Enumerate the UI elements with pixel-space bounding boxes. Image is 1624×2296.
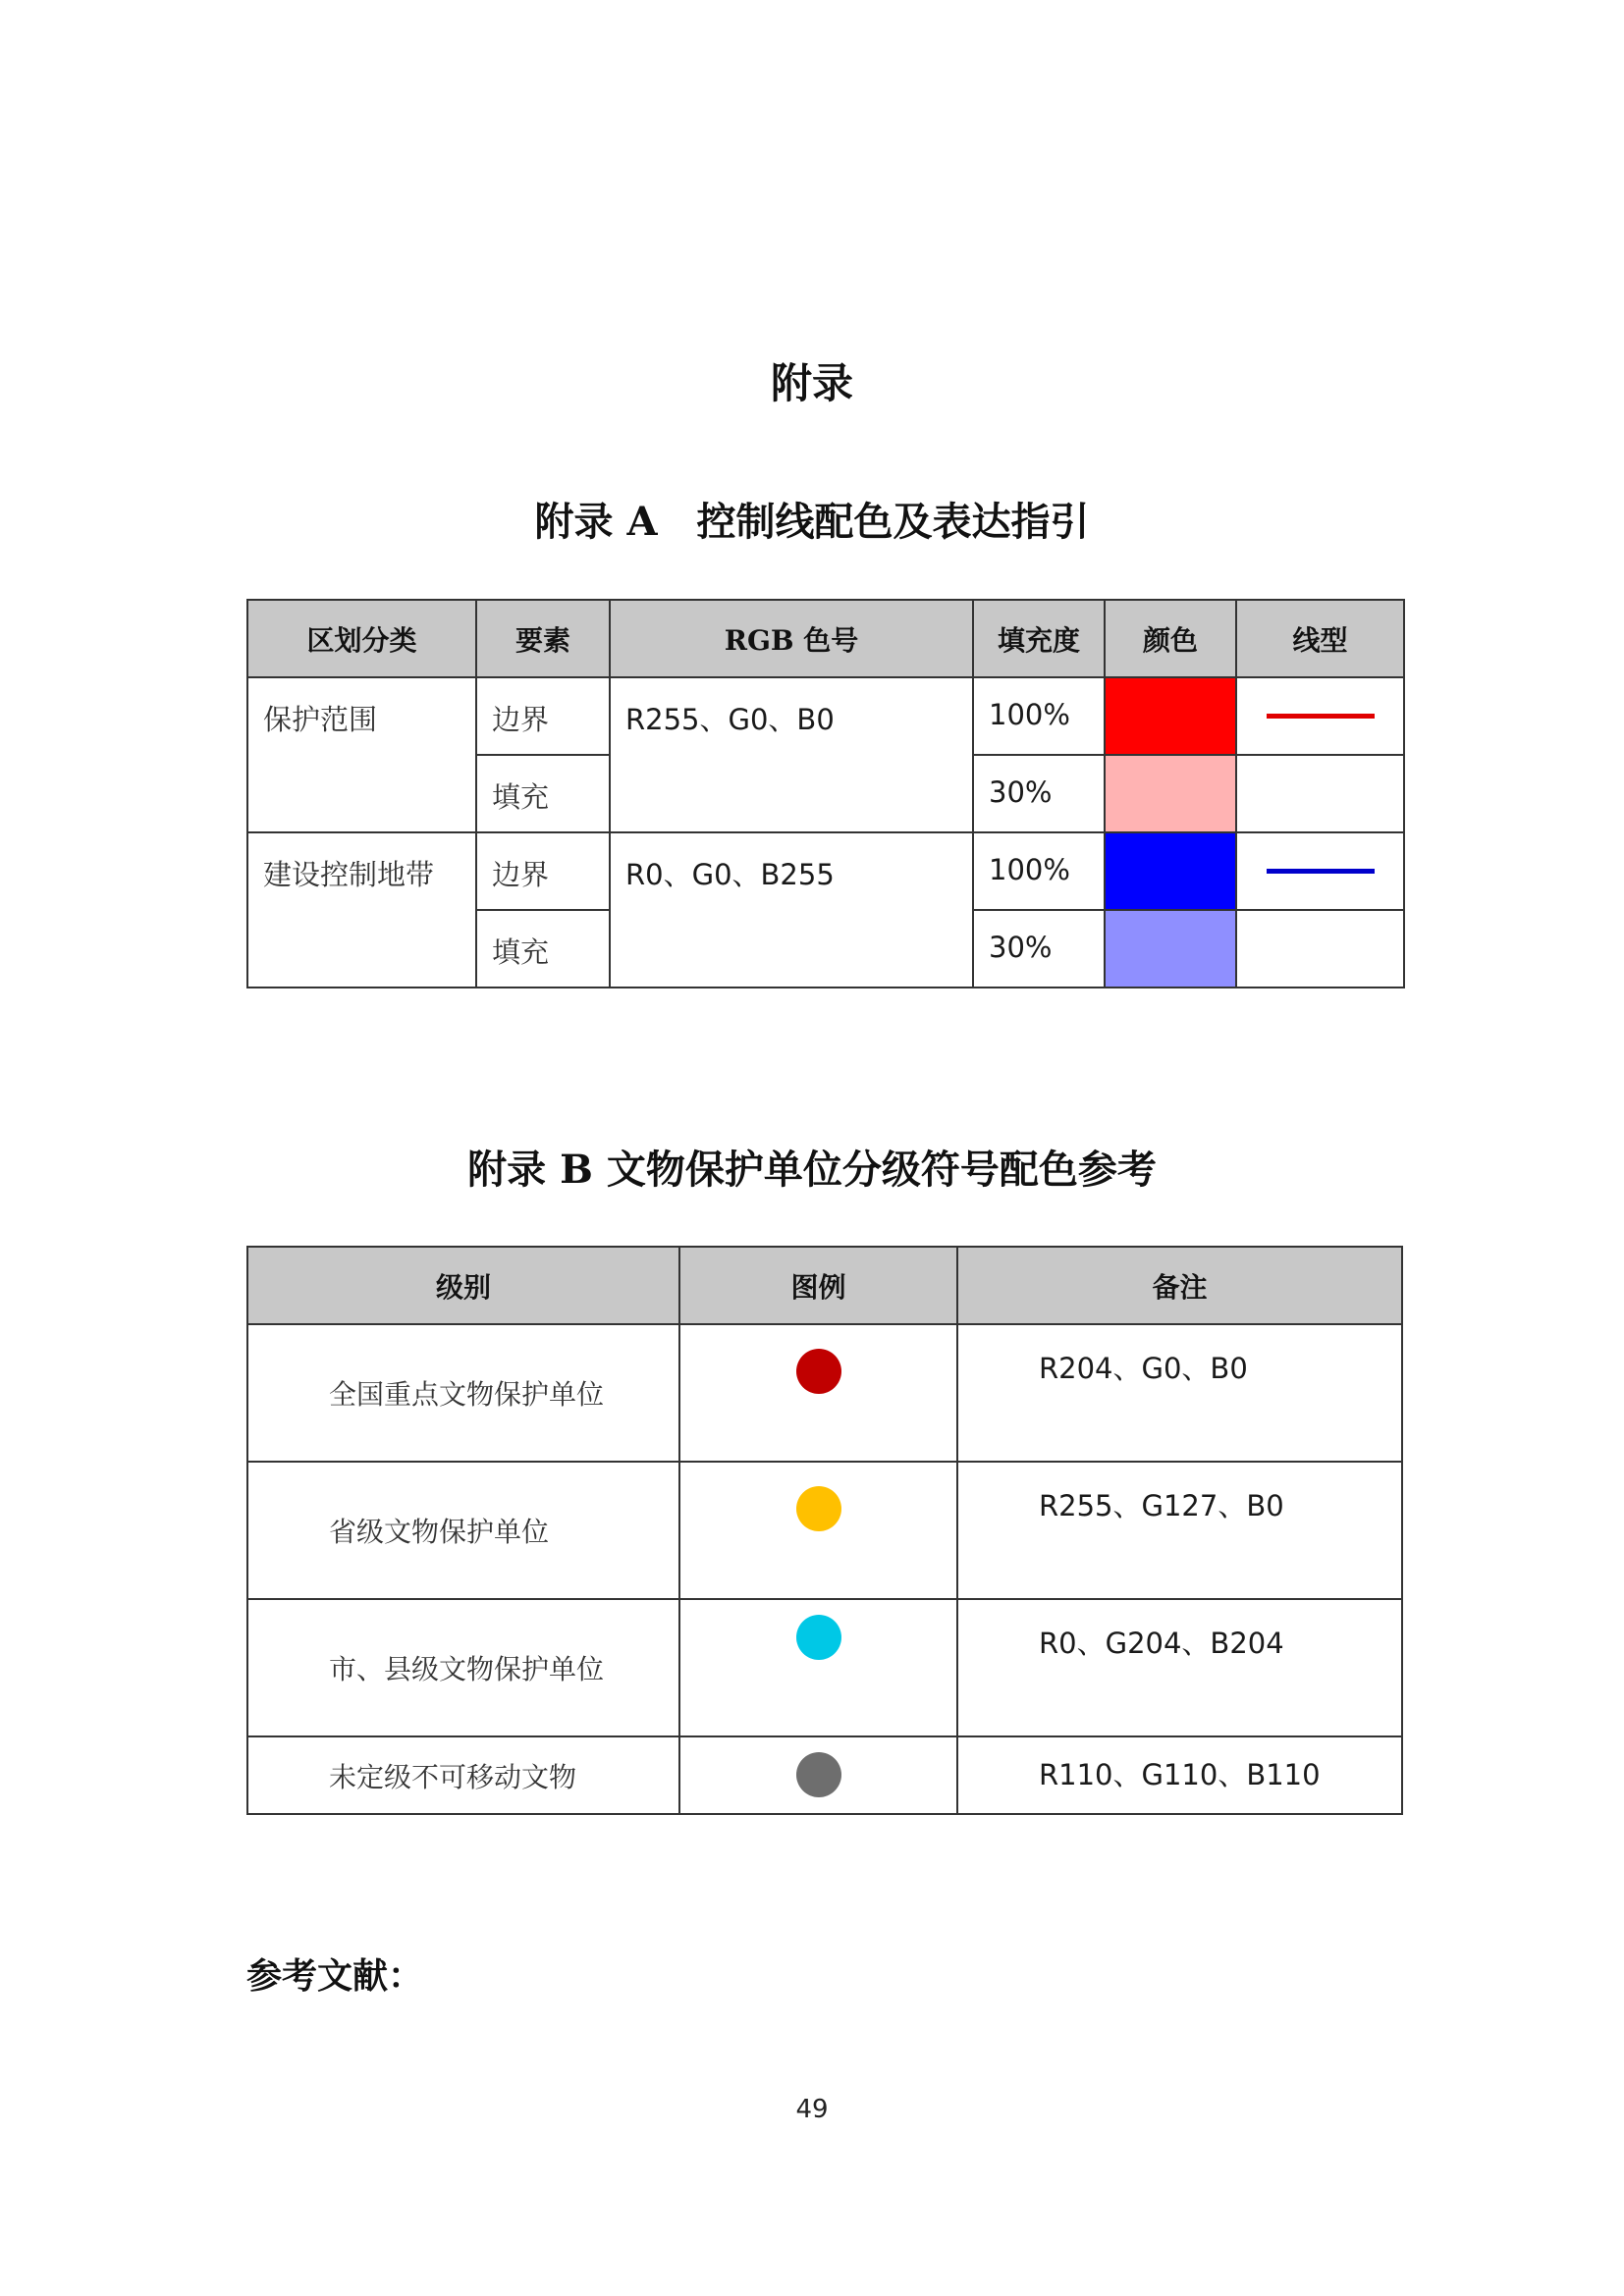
rgb-cell [610,677,973,832]
line-type-cell [1236,910,1404,988]
table-row [247,1324,1402,1462]
line-type-cell [1236,832,1404,910]
legend-cell [679,1324,957,1462]
header-element: 要素 [476,600,610,677]
legend-cell [679,1462,957,1599]
note-value: R204、G0、B0 [1039,1352,1248,1385]
fill-value: 100% [989,853,1070,886]
table-header-row [247,1247,1402,1324]
appendix-b-title: 附录 B 文物保护单位分级符号配色参考 [467,1147,1157,1193]
level-cell: 市、县级文物保护单位 [247,1599,679,1736]
legend-cell [679,1736,957,1814]
legend-dot-icon [796,1615,841,1660]
line-sample [1267,869,1375,874]
header-color: 颜色 [1105,600,1236,677]
fill-cell [973,755,1105,832]
line-type-cell [1236,755,1404,832]
note-cell [957,1599,1402,1736]
rgb-cell [610,832,973,988]
note-value: R255、G127、B0 [1039,1489,1284,1522]
header-category: 区划分类 [247,600,476,677]
category-label: 保护范围 [263,703,378,736]
level-cell: 省级文物保护单位 [247,1462,679,1599]
fill-cell [973,677,1105,755]
header-level: 级别 [247,1247,679,1324]
line-type-cell [1236,677,1404,755]
note-value: R0、G204、B204 [1039,1627,1284,1660]
element-label: 边界 [492,703,550,736]
header-note: 备注 [957,1247,1402,1324]
category-label: 建设控制地带 [263,858,435,891]
legend-dot-icon [796,1752,841,1797]
category-cell [247,677,476,832]
table-row [247,1736,1402,1814]
table-row [247,1599,1402,1736]
fill-value: 30% [989,931,1053,964]
note-cell [957,1324,1402,1462]
rgb-value: R255、G0、B0 [625,703,835,736]
line-sample [1267,714,1375,719]
color-cell [1105,832,1236,910]
element-label: 填充 [492,780,550,814]
table-header-row [247,600,1404,677]
legend-cell [679,1599,957,1736]
element-cell [476,832,610,910]
header-legend: 图例 [679,1247,957,1324]
level-cell: 未定级不可移动文物 [247,1736,679,1814]
fill-value: 100% [989,698,1070,731]
color-cell [1105,910,1236,988]
references-title: 参考文献： [246,1955,424,1997]
note-value: R110、G110、B110 [1039,1758,1321,1791]
element-cell [476,755,610,832]
fill-cell [973,910,1105,988]
rgb-value: R0、G0、B255 [625,858,835,891]
level-cell: 全国重点文物保护单位 [247,1324,679,1462]
appendix-b-table [246,1246,1403,1815]
page-number: 49 [795,2095,829,2124]
table-row [247,677,1404,755]
header-fill: 填充度 [973,600,1105,677]
color-swatch [1106,678,1235,754]
header-line-type: 线型 [1236,600,1404,677]
note-cell [957,1462,1402,1599]
color-swatch [1106,756,1235,831]
element-cell [476,910,610,988]
element-cell [476,677,610,755]
legend-dot-icon [796,1349,841,1394]
page-title: 附录 [770,359,853,407]
header-rgb: RGB 色号 [610,600,973,677]
fill-value: 30% [989,775,1053,809]
color-cell [1105,755,1236,832]
table-row [247,832,1404,910]
note-cell [957,1736,1402,1814]
category-cell [247,832,476,988]
color-cell [1105,677,1236,755]
color-swatch [1106,833,1235,909]
element-label: 边界 [492,858,550,891]
fill-cell [973,832,1105,910]
color-swatch [1106,911,1235,987]
appendix-a-table [246,599,1405,988]
legend-dot-icon [796,1486,841,1531]
element-label: 填充 [492,935,550,969]
table-row [247,1462,1402,1599]
appendix-a-title: 附录 A 控制线配色及表达指引 [534,499,1090,545]
